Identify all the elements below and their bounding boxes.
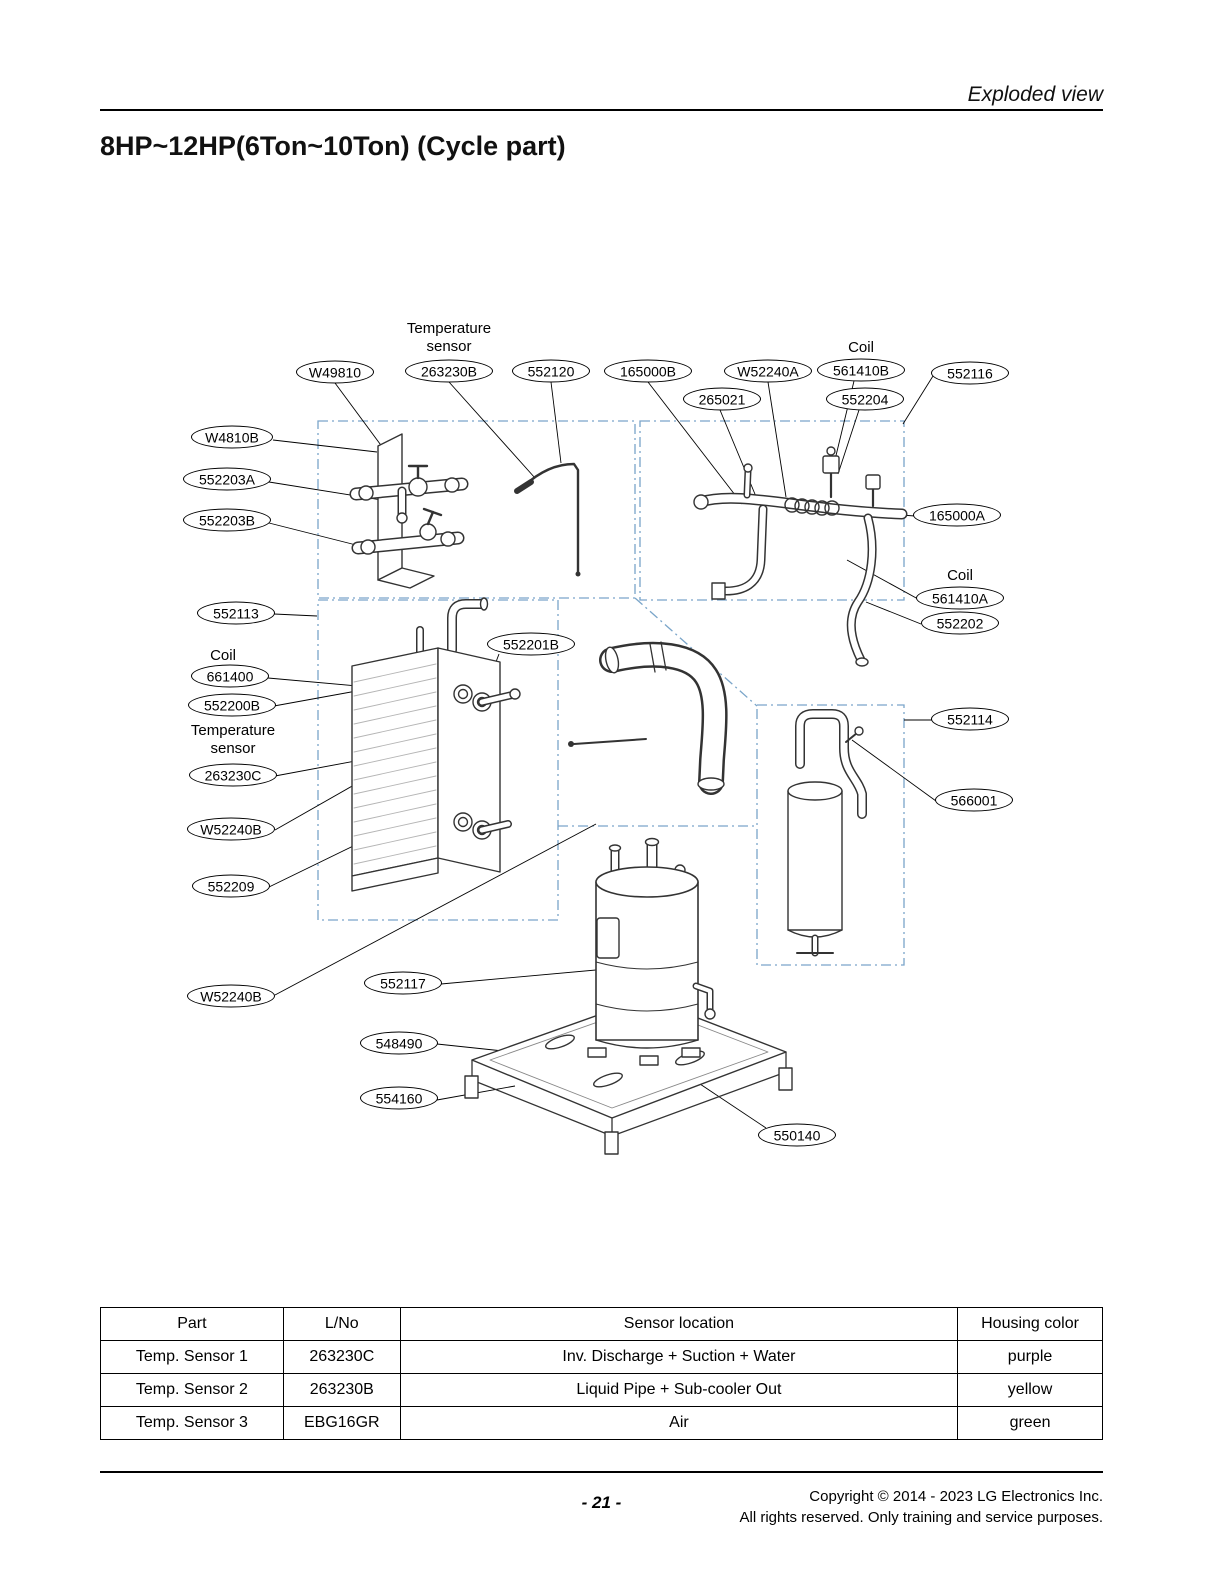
callout-561410b: 561410B [817, 359, 905, 382]
table-cell: EBG16GR [283, 1407, 400, 1440]
top-right-piping-drawing [694, 447, 902, 666]
annotation-coil-top: Coil [848, 339, 874, 356]
table-cell: 263230C [283, 1341, 400, 1374]
footer-divider [100, 1471, 1103, 1473]
callout-552113: 552113 [197, 602, 275, 625]
page-header: Exploded view [967, 83, 1103, 106]
table-cell: Air [400, 1407, 957, 1440]
callout-165000b: 165000B [604, 360, 692, 383]
callout-w4810b: W4810B [191, 426, 273, 449]
annotation-coil-left: Coil [210, 647, 236, 664]
table-cell: 263230B [283, 1374, 400, 1407]
callout-263230c: 263230C [189, 764, 277, 787]
annotation-temperature-sensor-top: Temperature sensor [406, 320, 492, 355]
page-number: - 21 - [581, 1493, 622, 1512]
callout-552120: 552120 [512, 360, 590, 383]
col-header-sensor-location: Sensor location [400, 1308, 957, 1341]
callout-552200b: 552200B [188, 694, 276, 717]
callout-552201b: 552201B [487, 633, 575, 656]
page-title: 8HP~12HP(6Ton~10Ton) (Cycle part) [100, 131, 566, 161]
callout-w52240a: W52240A [724, 360, 812, 383]
copyright-line-1: Copyright © 2014 - 2023 LG Electronics Inc. [809, 1488, 1103, 1505]
table-cell: Temp. Sensor 3 [101, 1407, 284, 1440]
annotation-coil-right: Coil [947, 567, 973, 584]
callout-165000a: 165000A [913, 504, 1001, 527]
sensor-wire-drawing [517, 464, 581, 577]
callout-w52240b-2: W52240B [187, 985, 275, 1008]
callout-263230b: 263230B [405, 360, 493, 383]
callout-661400: 661400 [191, 665, 269, 688]
table-cell: Temp. Sensor 2 [101, 1374, 284, 1407]
callout-552204: 552204 [826, 388, 904, 411]
callout-550140: 550140 [758, 1124, 836, 1147]
sensor-table [100, 1307, 1103, 1440]
col-header-lno: L/No [283, 1308, 400, 1341]
col-header-housing-color: Housing color [958, 1308, 1103, 1341]
callout-552203b: 552203B [183, 509, 271, 532]
copyright-line-2: All rights reserved. Only training and service purposes. [739, 1509, 1103, 1526]
callout-265021: 265021 [683, 388, 761, 411]
callout-561410a: 561410A [916, 587, 1004, 610]
callout-552203a: 552203A [183, 468, 271, 491]
callout-552202: 552202 [921, 612, 999, 635]
copyright-notice [739, 1486, 1103, 1528]
callout-552114: 552114 [931, 708, 1009, 731]
valve-bracket-drawing [356, 434, 462, 588]
callout-552209: 552209 [192, 875, 270, 898]
table-row [101, 1341, 1103, 1374]
callout-552116: 552116 [931, 362, 1009, 385]
col-header-part: Part [101, 1308, 284, 1341]
callout-554160: 554160 [360, 1087, 438, 1110]
callout-w52240b-1: W52240B [187, 818, 275, 841]
table-header-row [101, 1308, 1103, 1341]
table-row [101, 1374, 1103, 1407]
callout-552117: 552117 [364, 972, 442, 995]
callout-548490: 548490 [360, 1032, 438, 1055]
callout-566001: 566001 [935, 789, 1013, 812]
annotation-temperature-sensor-left: Temperature sensor [190, 722, 276, 757]
callout-w49810: W49810 [296, 361, 374, 384]
table-cell: Inv. Discharge + Suction + Water [400, 1341, 957, 1374]
table-cell: green [958, 1407, 1103, 1440]
compressor-drawing [588, 839, 715, 1066]
table-cell: Temp. Sensor 1 [101, 1341, 284, 1374]
table-row [101, 1407, 1103, 1440]
table-cell: Liquid Pipe + Sub-cooler Out [400, 1374, 957, 1407]
accumulator-drawing [788, 714, 863, 953]
table-cell: purple [958, 1341, 1103, 1374]
insulated-pipe-drawing [568, 642, 724, 790]
table-cell: yellow [958, 1374, 1103, 1407]
